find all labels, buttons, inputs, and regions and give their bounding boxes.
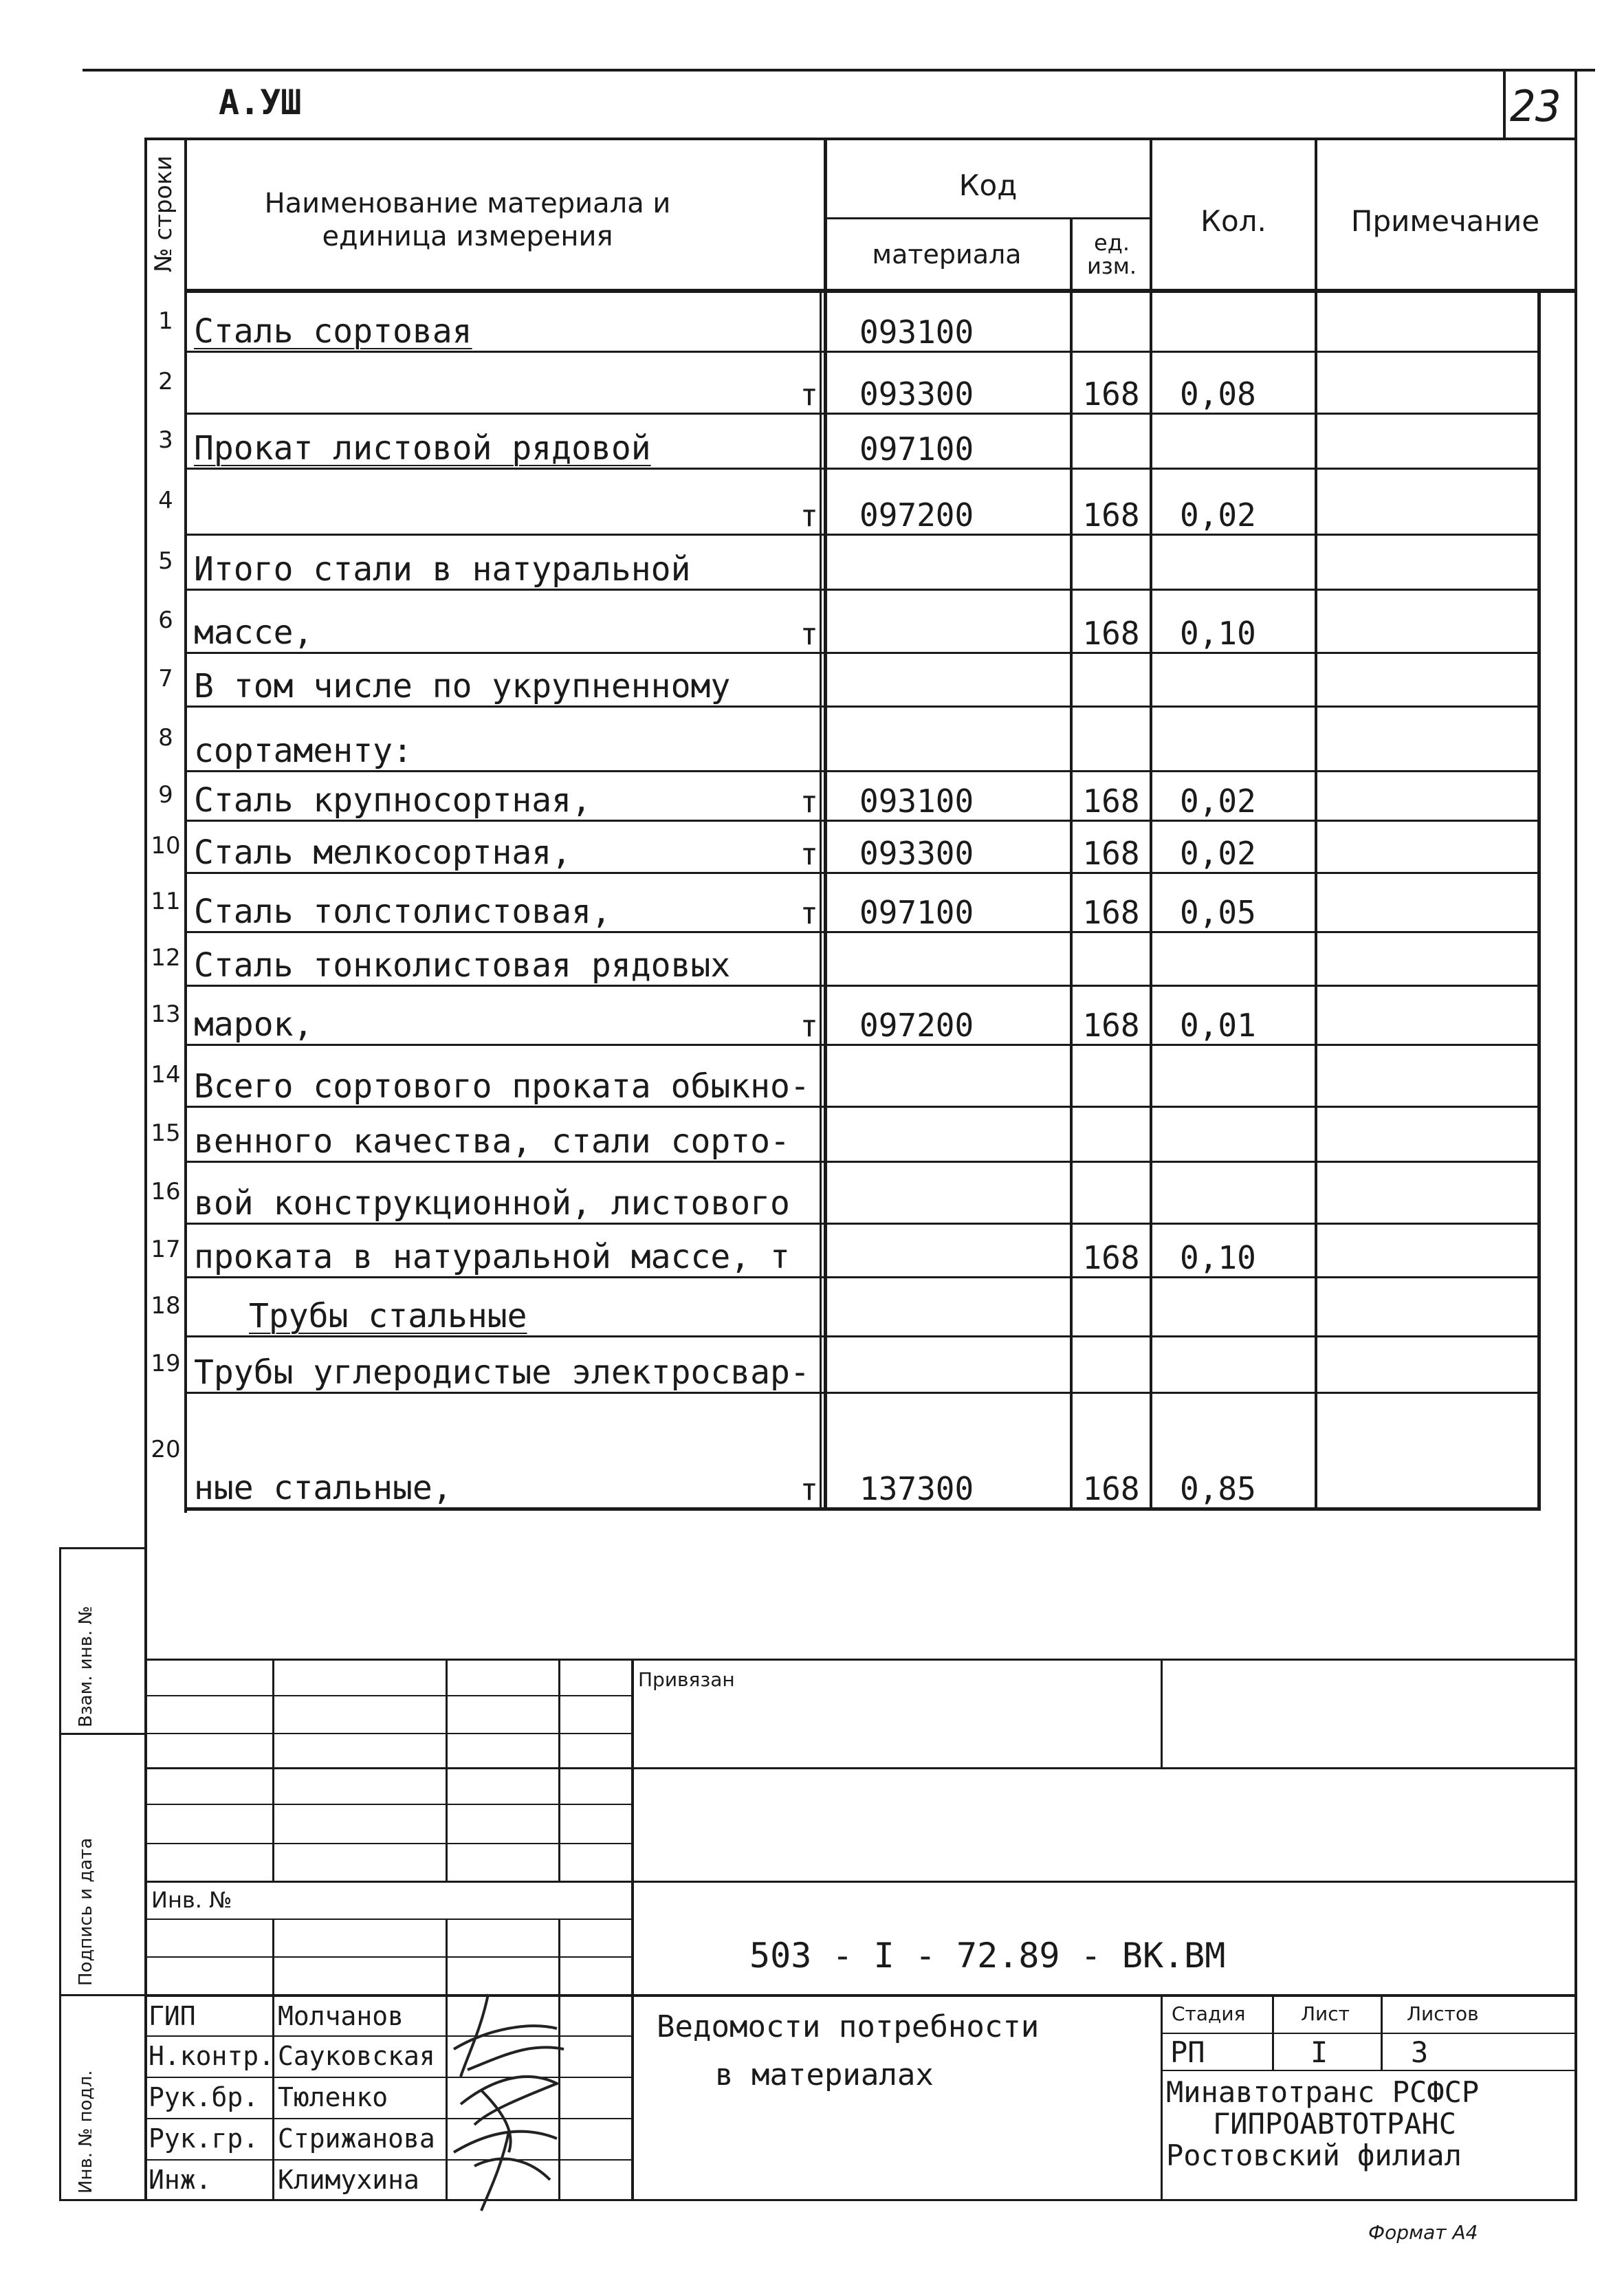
quantity [1152, 931, 1342, 987]
row-number: 11 [151, 888, 181, 915]
signature-role: Н.контр. [149, 2041, 275, 2071]
row-number: 19 [151, 1350, 181, 1377]
corner-code: А.УШ [219, 83, 302, 122]
sheets-value: 3 [1411, 2035, 1429, 2069]
unit-of-measure [688, 1223, 839, 1279]
material-name [187, 413, 651, 470]
material-name: проката в натуральной массе, т [194, 1238, 790, 1276]
unit-code: 168 [1082, 783, 1140, 820]
material-code: 097200 [859, 496, 974, 534]
table-row [0, 413, 1624, 468]
unit-of-measure [688, 931, 839, 987]
table-row [0, 1106, 1624, 1161]
material-name: вой конструкционной, листового [194, 1184, 790, 1223]
material-name: Сталь толстолистовая, [194, 893, 611, 931]
format-label: Формат А4 [1368, 2221, 1478, 2244]
row-number: 8 [158, 724, 173, 752]
signature-role: ГИП [149, 2001, 196, 2031]
side-label-podpis-data: Подпись и дата [76, 1837, 96, 1986]
quantity: 0,02 [1180, 496, 1256, 534]
org-line-2: ГИПРОАВТОТРАНС [1213, 2107, 1457, 2141]
table-row [0, 1223, 1624, 1276]
unit-code: 168 [1082, 1470, 1140, 1507]
material-code: 093300 [859, 375, 974, 413]
quantity [1152, 706, 1342, 773]
quantity: 0,01 [1180, 1007, 1256, 1044]
header-name: Наименование материала и единица измерения [264, 188, 671, 252]
material-code [825, 706, 1104, 773]
document-title-line1: Ведомости потребности [657, 2009, 1040, 2044]
table-row [0, 1276, 1624, 1335]
material-name: венного качества, стали сорто- [194, 1122, 790, 1161]
unit-of-measure [688, 292, 839, 353]
table-row [0, 534, 1624, 589]
quantity: 0,10 [1180, 1239, 1256, 1276]
unit-code: 168 [1082, 1007, 1140, 1044]
quantity [1152, 1276, 1342, 1338]
header-unit: ед. изм. [1086, 230, 1137, 279]
material-name: В том числе по укрупненному [194, 667, 731, 706]
table-row [0, 1161, 1624, 1223]
sheets-label: Листов [1407, 2002, 1479, 2025]
header-code: Код [958, 168, 1018, 202]
material-code [825, 534, 1104, 591]
material-code: 093100 [859, 314, 974, 351]
material-name: массе, [194, 613, 314, 652]
material-code [825, 1276, 1104, 1338]
unit-of-measure: т [800, 499, 818, 534]
quantity: 0,02 [1180, 783, 1256, 820]
quantity: 0,08 [1180, 375, 1256, 413]
quantity [1152, 1044, 1342, 1108]
table-row [0, 589, 1624, 652]
material-name [187, 468, 648, 536]
signature-name: Климухина [278, 2165, 419, 2195]
unit-code [1073, 292, 1150, 353]
header-row-no: № строки [150, 155, 177, 272]
sheet-label: Лист [1301, 2002, 1350, 2025]
quantity [1152, 1106, 1342, 1163]
unit-code: 168 [1082, 496, 1140, 534]
unit-of-measure [688, 706, 839, 773]
row-number: 7 [158, 665, 173, 692]
unit-code [1073, 1276, 1150, 1338]
row-number: 12 [151, 944, 181, 972]
unit-code [1073, 1161, 1150, 1225]
unit-of-measure [688, 1276, 839, 1338]
signature-name: Тюленко [278, 2082, 388, 2112]
material-code: 137300 [859, 1470, 974, 1507]
signature-name: Сауковская [278, 2041, 435, 2071]
table-row [0, 872, 1624, 931]
material-code: 097100 [859, 894, 974, 931]
unit-code [1073, 1335, 1150, 1395]
row-number: 20 [151, 1436, 181, 1463]
table-row [0, 292, 1624, 351]
material-name [187, 292, 648, 353]
table-row [0, 931, 1624, 985]
signature-role: Инж. [149, 2165, 212, 2195]
unit-code [1073, 652, 1150, 708]
material-code [825, 652, 1104, 708]
unit-code: 168 [1082, 1239, 1140, 1276]
table-row [0, 706, 1624, 770]
unit-code: 168 [1082, 894, 1140, 931]
unit-of-measure [688, 413, 839, 470]
unit-of-measure: т [800, 785, 818, 820]
material-name: Всего сортового проката обыкно- [194, 1067, 810, 1106]
signature-role: Рук.бр. [149, 2082, 259, 2112]
unit-of-measure [688, 1335, 839, 1395]
table-row [0, 985, 1624, 1044]
material-code: 093100 [859, 783, 974, 820]
material-name: Сталь мелкосортная, [194, 833, 572, 872]
unit-of-measure: т [800, 896, 818, 931]
material-name [187, 351, 648, 415]
row-number: 6 [158, 606, 173, 634]
table-row [0, 1335, 1624, 1392]
side-label-inv-podl: Инв. № подл. [76, 2070, 96, 2194]
signature-name: Молчанов [278, 2001, 404, 2031]
row-number: 14 [151, 1061, 181, 1089]
material-code: 097200 [859, 1007, 974, 1044]
material-code: 093300 [859, 835, 974, 872]
row-number: 2 [158, 368, 173, 395]
document-title-line2: в материалах [715, 2057, 934, 2092]
quantity [1152, 292, 1342, 353]
material-name: сортаменту: [194, 732, 413, 770]
material-code [825, 1223, 1104, 1279]
unit-code: 168 [1082, 835, 1140, 872]
row-number: 16 [151, 1178, 181, 1205]
material-name: Сталь крупносортная, [194, 781, 591, 820]
material-code [825, 1335, 1104, 1395]
header-note: Примечание [1350, 204, 1540, 238]
sheet-value: I [1310, 2035, 1328, 2069]
quantity [1152, 1335, 1342, 1395]
material-code [825, 1161, 1104, 1225]
row-number: 5 [158, 547, 173, 575]
table-row [0, 652, 1624, 706]
stage-label: Стадия [1172, 2002, 1246, 2025]
material-name-text: Сталь сортовая [194, 312, 472, 351]
row-number: 18 [151, 1292, 181, 1320]
page-number: 23 [1510, 81, 1561, 131]
unit-of-measure [688, 1106, 839, 1163]
material-name-text: Прокат листовой рядовой [194, 429, 651, 468]
material-name: Трубы углеродистые электросвар- [194, 1353, 810, 1392]
table-row [0, 820, 1624, 872]
stage-value: РП [1170, 2035, 1205, 2069]
row-number: 10 [151, 832, 181, 860]
material-code [825, 1044, 1104, 1108]
unit-of-measure [688, 1161, 839, 1225]
quantity [1152, 652, 1342, 708]
unit-code [1073, 931, 1150, 987]
material-name [187, 1276, 703, 1338]
quantity [1152, 1161, 1342, 1225]
org-line-3: Ростовский филиал [1166, 2139, 1462, 2172]
table-row [0, 1044, 1624, 1106]
unit-of-measure [688, 534, 839, 591]
row-number: 15 [151, 1119, 181, 1147]
material-code [825, 931, 1104, 987]
signature-role: Рук.гр. [149, 2123, 259, 2154]
material-name: Итого стали в натуральной [194, 550, 691, 589]
quantity [1152, 413, 1342, 470]
unit-code [1073, 1044, 1150, 1108]
handwritten-signatures [440, 1974, 578, 2214]
row-number: 4 [158, 487, 173, 514]
unit-of-measure [688, 1044, 839, 1108]
material-code: 097100 [859, 430, 974, 468]
quantity: 0,10 [1180, 615, 1256, 652]
org-line-1: Минавтотранс РСФСР [1166, 2075, 1480, 2109]
unit-of-measure: т [800, 378, 818, 413]
side-label-vzam-inv: Взам. инв. № [76, 1606, 96, 1727]
privyazan-label: Привязан [638, 1668, 735, 1691]
unit-code [1073, 534, 1150, 591]
unit-of-measure: т [800, 617, 818, 652]
material-code [825, 1106, 1104, 1163]
quantity: 0,02 [1180, 835, 1256, 872]
unit-code [1073, 1106, 1150, 1163]
row-number: 17 [151, 1236, 181, 1263]
inv-no-label: Инв. № [151, 1887, 232, 1913]
row-number: 1 [158, 307, 173, 335]
unit-of-measure: т [800, 1009, 818, 1044]
quantity: 0,85 [1180, 1470, 1256, 1507]
material-name: ные стальные, [194, 1469, 452, 1507]
document-designation: 503 - I - 72.89 - ВК.ВМ [749, 1936, 1226, 1976]
quantity: 0,05 [1180, 894, 1256, 931]
material-name: марок, [194, 1005, 314, 1044]
unit-of-measure: т [800, 1472, 818, 1507]
unit-of-measure [688, 652, 839, 708]
unit-of-measure: т [800, 837, 818, 872]
signature-name: Стрижанова [278, 2123, 435, 2154]
row-number: 13 [151, 1001, 181, 1028]
table-row [0, 351, 1624, 413]
unit-code [1073, 413, 1150, 470]
header-qty: Кол. [1200, 204, 1266, 238]
row-number: 3 [158, 426, 173, 454]
unit-code: 168 [1082, 375, 1140, 413]
row-number: 9 [158, 781, 173, 809]
material-name: Сталь тонколистовая рядовых [194, 946, 731, 985]
table-row [0, 468, 1624, 534]
table-row [0, 1392, 1624, 1507]
quantity [1152, 534, 1342, 591]
table-row [0, 770, 1624, 820]
unit-code [1073, 706, 1150, 773]
header-material: материала [872, 239, 1022, 270]
material-name-text: Трубы стальные [249, 1297, 527, 1335]
material-code [825, 589, 1104, 655]
unit-code: 168 [1082, 615, 1140, 652]
